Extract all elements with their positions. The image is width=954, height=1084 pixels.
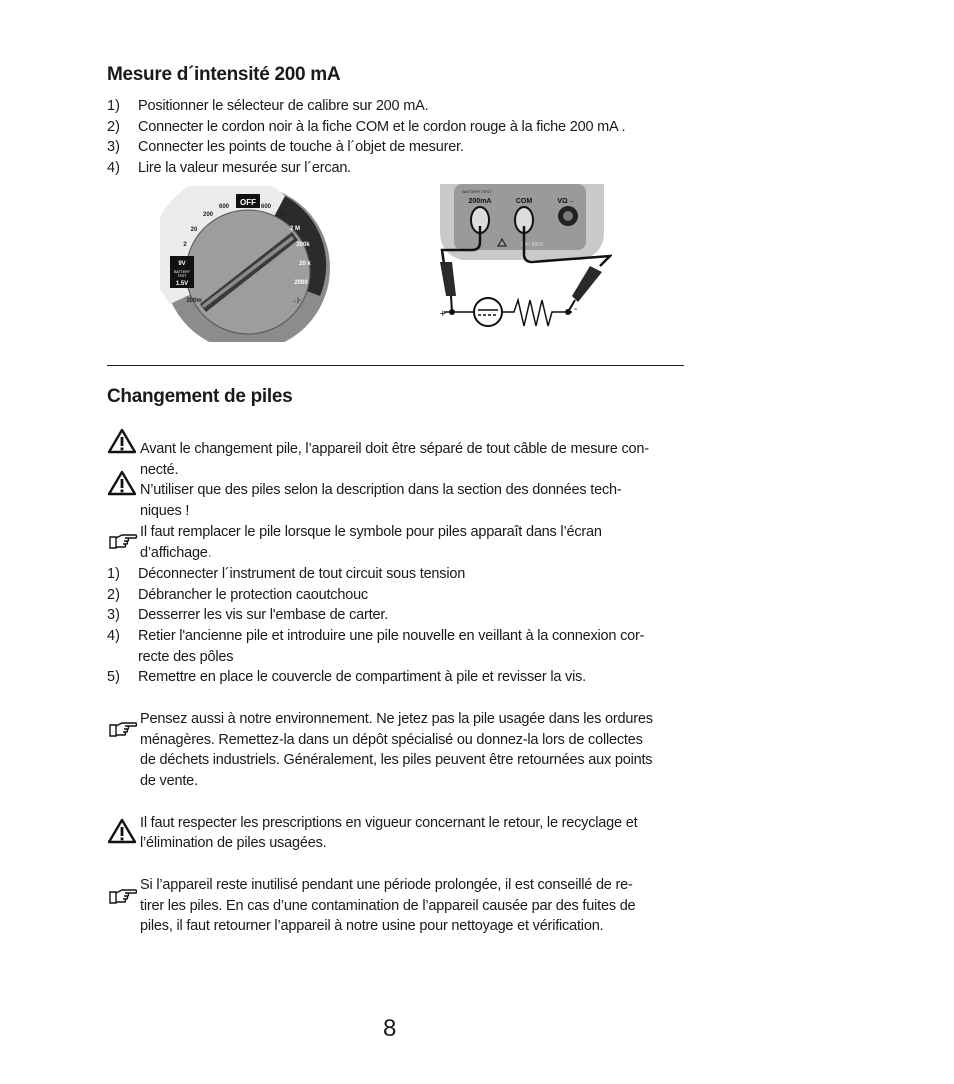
jack-label-com: COM — [515, 198, 533, 205]
battery-test-label: BATTERY TEST — [462, 189, 492, 194]
step-number: 4) — [107, 628, 120, 644]
environment-text: de déchets industriels. Généralement, les piles peuvent être retournées aux points — [140, 752, 653, 768]
minus-sign: - — [574, 304, 578, 315]
rotary-selector-illustration — [160, 186, 340, 342]
warning-text: N’utiliser que des piles selon la description dans la section des données tech- — [140, 482, 622, 498]
dial-label: 2 M — [289, 226, 301, 232]
page-number: 8 — [383, 1015, 397, 1042]
step-number: 1) — [107, 98, 120, 114]
note-text: Il faut remplacer le pile lorsque le symbole pour piles apparaît dans l’écran — [140, 524, 602, 540]
environment-text: de vente. — [140, 773, 198, 789]
step-number: 4) — [107, 160, 120, 176]
battery-label: 1.5V — [175, 281, 189, 287]
recycling-text: Il faut respecter les prescriptions en vigueur concernant le retour, le recyclage et — [140, 815, 638, 831]
step-number: 2) — [107, 119, 120, 135]
dial-label: 200 — [275, 212, 287, 218]
note-text-line2 — [140, 543, 212, 564]
warning-text: necté. — [140, 462, 179, 478]
step-number: 3) — [107, 139, 120, 155]
step-text: Connecter les points de touche à l´objet de mesurer. — [138, 139, 464, 155]
environment-text: ménagères. Remettez-la dans un dépôt spécialisé ou donnez-la lors de collectes — [140, 732, 643, 748]
section-divider — [107, 365, 684, 366]
pointing-hand-icon — [108, 531, 138, 551]
step-number: 1) — [107, 566, 120, 582]
dial-label: 20 k — [299, 261, 311, 267]
step-text: recte des pôles — [138, 649, 234, 665]
step-text: Débrancher le protection caoutchouc — [138, 587, 368, 603]
dial-label: 200 — [202, 212, 214, 218]
storage-text: Si l’appareil reste inutilisé pendant une période prolongée, il est conseillé de re- — [140, 877, 633, 893]
jack-label-volt: VΩ→ — [557, 198, 575, 205]
step-text: Retier l'ancienne pile et introduire une pile nouvelle en veillant à la connexion cor- — [138, 628, 645, 644]
note-text: d’affichage — [140, 545, 208, 561]
dial-label: 200k — [296, 242, 310, 248]
battery-label: 9V — [178, 261, 186, 267]
pointing-hand-icon — [108, 719, 138, 739]
dial-label: 600 — [260, 204, 272, 210]
jack-label-200ma: 200mA — [468, 198, 492, 205]
dial-label: 2000 — [294, 280, 308, 286]
dial-diode-label: →|- — [291, 298, 301, 304]
note-period: . — [207, 545, 212, 561]
warning-icon — [108, 818, 136, 844]
warning-icon — [108, 470, 136, 496]
step-number: 3) — [107, 607, 120, 623]
storage-text: tirer les piles. En cas d’une contamination de l’appareil causée par des fuites de — [140, 898, 636, 914]
dial-label: 2 — [183, 242, 187, 248]
storage-text: piles, il faut retourner l’appareil à notre usine pour nettoyage et vérification. — [140, 918, 604, 934]
jack-rating: 2 A / 600V — [520, 242, 544, 248]
jack-connection-illustration — [432, 184, 612, 332]
recycling-text: l’élimination de piles usagées. — [140, 835, 327, 851]
section-title-current: Mesure d´intensité 200 mA — [107, 64, 341, 85]
step-text: Lire la valeur mesurée sur l´ercan. — [138, 160, 352, 176]
section-title-batteries: Changement de piles — [107, 386, 293, 407]
warning-text: niques ! — [140, 503, 190, 519]
dial-label: 200m — [186, 298, 202, 304]
dial-label: 20 — [190, 227, 198, 233]
plus-sign: + — [439, 308, 446, 320]
step-text: Remettre en place le couvercle de compartiment à pile et revisser la vis. — [138, 669, 586, 685]
step-text: Déconnecter l´instrument de tout circuit sous tension — [138, 566, 466, 582]
warning-text: Avant le changement pile, l’appareil doit être séparé de tout câble de mesure con- — [140, 441, 649, 457]
battery-label: BATTERY — [174, 270, 190, 274]
pointing-hand-icon — [108, 886, 138, 906]
step-number: 2) — [107, 587, 120, 603]
step-text: Connecter le cordon noir à la fiche COM et le cordon rouge à la fiche 200 mA . — [138, 119, 626, 135]
environment-text: Pensez aussi à notre environnement. Ne jetez pas la pile usagée dans les ordures — [140, 711, 653, 727]
step-number: 5) — [107, 669, 120, 685]
step-text: Positionner le sélecteur de calibre sur 200 mA. — [138, 98, 429, 114]
step-text: Desserrer les vis sur l'embase de carter. — [138, 607, 389, 623]
dial-off-label: OFF — [240, 198, 256, 207]
dial-label: 600 — [218, 204, 230, 210]
warning-icon — [108, 428, 136, 454]
battery-label: TEST — [177, 274, 187, 278]
